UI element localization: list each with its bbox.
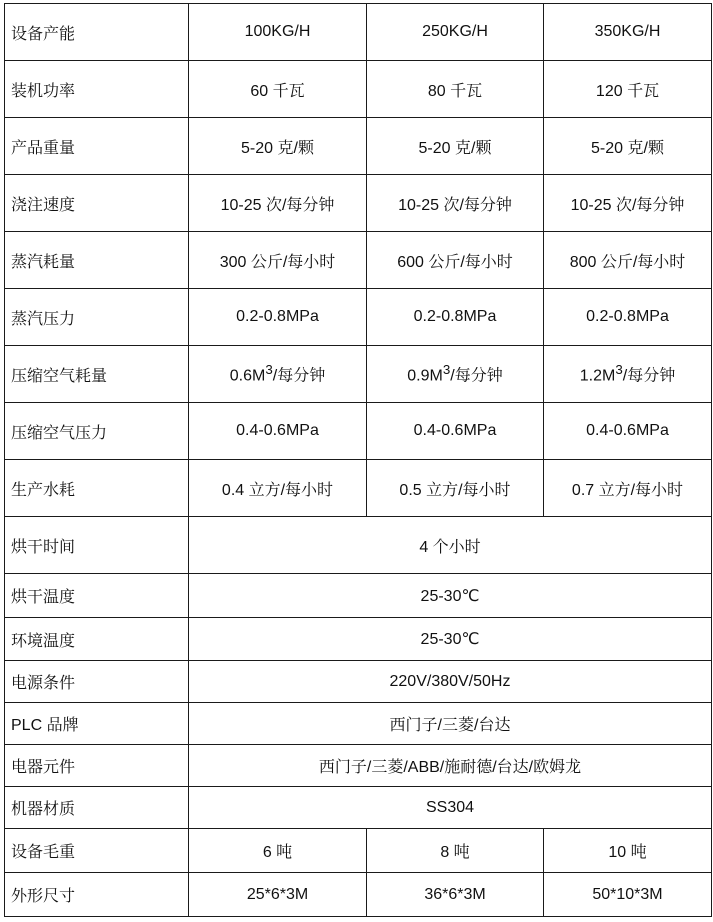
spec-table — [4, 3, 712, 917]
row-label: 机器材质 — [5, 787, 189, 829]
cell-model-1: 25*6*3M — [189, 873, 367, 917]
row-water-consumption — [5, 460, 712, 517]
row-label: 产品重量 — [5, 118, 189, 175]
cell-model-2: 600 公斤/每小时 — [367, 232, 544, 289]
row-ambient-temperature — [5, 618, 712, 661]
cell-model-1: 0.4 立方/每小时 — [189, 460, 367, 517]
row-label: 外形尺寸 — [5, 873, 189, 917]
cell-shared: SS304 — [189, 787, 712, 829]
cell-model-2: 0.4-0.6MPa — [367, 403, 544, 460]
row-label: 电源条件 — [5, 661, 189, 703]
row-plc-brand — [5, 703, 712, 745]
cell-shared: 25-30℃ — [189, 618, 712, 661]
cell-model-3: 350KG/H — [544, 4, 712, 61]
cell-model-3: 10-25 次/每分钟 — [544, 175, 712, 232]
cell-shared: 220V/380V/50Hz — [189, 661, 712, 703]
cell-model-2: 0.5 立方/每小时 — [367, 460, 544, 517]
cell-model-2: 10-25 次/每分钟 — [367, 175, 544, 232]
row-gross-weight — [5, 829, 712, 873]
cell-model-1: 100KG/H — [189, 4, 367, 61]
value-superscript: 3 — [615, 362, 623, 378]
row-air-consumption — [5, 346, 712, 403]
cell-model-3: 120 千瓦 — [544, 61, 712, 118]
cell-model-3: 50*10*3M — [544, 873, 712, 917]
row-product-weight — [5, 118, 712, 175]
cell-shared: 25-30℃ — [189, 574, 712, 618]
row-label: 设备产能 — [5, 4, 189, 61]
row-power-supply — [5, 661, 712, 703]
cell-model-2: 8 吨 — [367, 829, 544, 873]
cell-model-2: 36*6*3M — [367, 873, 544, 917]
cell-model-3: 800 公斤/每小时 — [544, 232, 712, 289]
row-label: 蒸汽压力 — [5, 289, 189, 346]
row-capacity — [5, 4, 712, 61]
cell-model-1: 300 公斤/每小时 — [189, 232, 367, 289]
cell-shared: 西门子/三菱/台达 — [189, 703, 712, 745]
cell-model-2: 5-20 克/颗 — [367, 118, 544, 175]
value-main: 0.9M — [407, 367, 443, 385]
row-material — [5, 787, 712, 829]
value-superscript: 3 — [265, 362, 273, 378]
cell-model-1: 6 吨 — [189, 829, 367, 873]
cell-model-3: 0.2-0.8MPa — [544, 289, 712, 346]
row-label: 烘干温度 — [5, 574, 189, 618]
cell-shared: 西门子/三菱/ABB/施耐德/台达/欧姆龙 — [189, 745, 712, 787]
value-unit: /每分钟 — [272, 367, 326, 385]
row-power — [5, 61, 712, 118]
cell-model-3: 0.4-0.6MPa — [544, 403, 712, 460]
cell-model-1 — [189, 346, 367, 403]
cell-model-1: 0.2-0.8MPa — [189, 289, 367, 346]
cell-model-1: 0.4-0.6MPa — [189, 403, 367, 460]
row-air-pressure — [5, 403, 712, 460]
value-superscript: 3 — [442, 362, 451, 378]
row-label: 浇注速度 — [5, 175, 189, 232]
row-label: 环境温度 — [5, 618, 189, 661]
row-dimensions — [5, 873, 712, 917]
cell-model-2: 80 千瓦 — [367, 61, 544, 118]
row-label: 蒸汽耗量 — [5, 232, 189, 289]
row-label: 电器元件 — [5, 745, 189, 787]
cell-model-2: 0.2-0.8MPa — [367, 289, 544, 346]
cell-shared: 4 个小时 — [189, 517, 712, 574]
row-label: 装机功率 — [5, 61, 189, 118]
row-steam-consumption — [5, 232, 712, 289]
cell-model-2 — [367, 346, 544, 403]
cell-model-1: 10-25 次/每分钟 — [189, 175, 367, 232]
cell-model-1: 60 千瓦 — [189, 61, 367, 118]
value-main: 1.2M — [579, 367, 616, 385]
row-label: 压缩空气压力 — [5, 403, 189, 460]
cell-model-3: 10 吨 — [544, 829, 712, 873]
row-label: 烘干时间 — [5, 517, 189, 574]
row-label: 压缩空气耗量 — [5, 346, 189, 403]
value-unit: /每分钟 — [622, 367, 676, 385]
cell-model-3 — [544, 346, 712, 403]
row-label: 设备毛重 — [5, 829, 189, 873]
cell-model-3: 0.7 立方/每小时 — [544, 460, 712, 517]
row-steam-pressure — [5, 289, 712, 346]
row-label: PLC 品牌 — [5, 703, 189, 745]
cell-model-3: 5-20 克/颗 — [544, 118, 712, 175]
value-unit: /每分钟 — [450, 367, 503, 385]
cell-model-1: 5-20 克/颗 — [189, 118, 367, 175]
row-drying-time — [5, 517, 712, 574]
row-drying-temperature — [5, 574, 712, 618]
value-main: 0.6M — [229, 367, 266, 385]
cell-model-2: 250KG/H — [367, 4, 544, 61]
row-pour-speed — [5, 175, 712, 232]
row-electrical-components — [5, 745, 712, 787]
row-label: 生产水耗 — [5, 460, 189, 517]
